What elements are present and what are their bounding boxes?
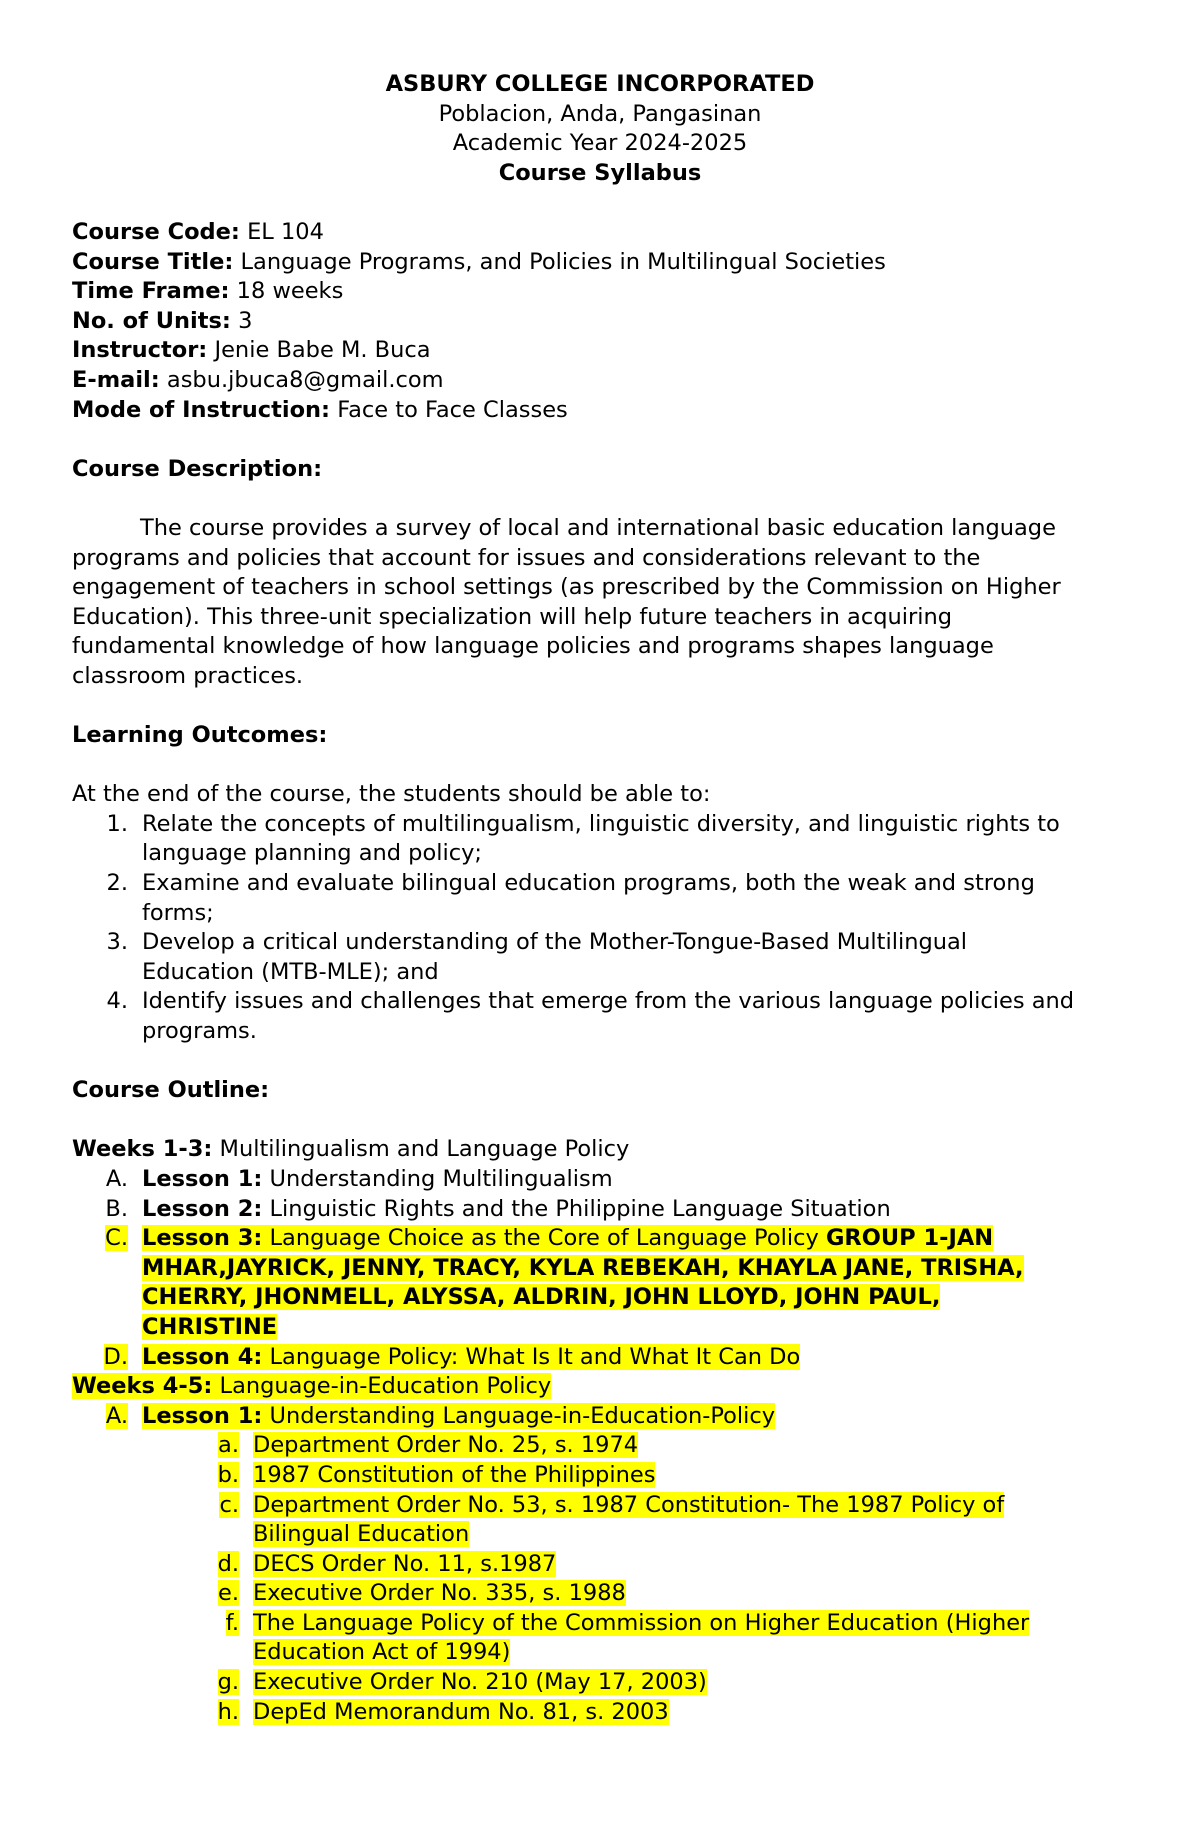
description-heading: Course Description: — [72, 455, 323, 482]
description-line: classroom practices. — [72, 662, 304, 689]
description-line: engagement of teachers in school settings (as prescribed by the Commission on Higher — [72, 574, 1061, 601]
outcome-item: 4. Identify issues and challenges that emerge from the various language policies and programs. — [106, 988, 1075, 1044]
info-mode: Mode of Instruction: Face to Face Classes — [72, 396, 568, 423]
course-info — [72, 218, 1128, 425]
info-units: No. of Units: 3 — [72, 307, 253, 334]
policy-item: g. Executive Order No. 210 (May 17, 2003) — [217, 1669, 707, 1696]
week-1-3-heading: Weeks 1-3: Multilingualism and Language Policy — [72, 1136, 630, 1163]
policy-item: d. DECS Order No. 11, s.1987 — [217, 1550, 557, 1577]
description-line: programs and policies that account for issues and considerations relevant to the — [72, 544, 981, 571]
info-instructor: Instructor: Jenie Babe M. Buca — [72, 337, 431, 364]
outline-heading: Course Outline: — [72, 1077, 270, 1104]
academic-year: Academic Year 2024-2025 — [452, 130, 748, 157]
document-title: Course Syllabus — [498, 159, 702, 186]
outcome-item: 3. Develop a critical understanding of the Mother-Tongue-Based Multilingual Education (MTB-MLE); and — [106, 929, 968, 985]
policy-item: b. 1987 Constitution of the Philippines — [217, 1461, 656, 1488]
outcome-item: 1. Relate the concepts of multilingualism, linguistic diversity, and linguistic rights to language planning and policy; — [106, 810, 1060, 867]
policy-item: h. DepEd Memorandum No. 81, s. 2003 — [217, 1698, 669, 1725]
group-assignment: GROUP 1-JAN — [825, 1225, 994, 1252]
info-email: E-mail: asbu.jbuca8@gmail.com — [72, 366, 444, 393]
institution-name: ASBURY COLLEGE INCORPORATED — [385, 71, 815, 97]
outcomes-heading: Learning Outcomes: — [72, 722, 328, 749]
policy-item: a. Department Order No. 25, s. 1974 — [218, 1432, 639, 1459]
description-body — [72, 514, 1128, 692]
info-time-frame: Time Frame: 18 weeks — [72, 278, 344, 305]
description-line: Education). This three-unit specialization will help future teachers in acquiring — [72, 603, 953, 630]
lesson-item: B. Lesson 2: Linguistic Rights and the Philippine Language Situation — [105, 1195, 891, 1222]
policy-item: c. Department Order No. 53, s. 1987 Constitution- The 1987 Policy of Bilingual Education — [219, 1491, 1005, 1548]
policy-item: f. The Language Policy of the Commission on Higher Education (Higher Education Act of 1994) — [225, 1609, 1030, 1666]
lesson-item-highlighted: D. Lesson 4: Language Policy: What Is It and What It Can Do — [103, 1343, 801, 1370]
group-members: CHRISTINE — [142, 1313, 278, 1340]
policy-sublist — [72, 1431, 1128, 1727]
group-members: MHAR,JAYRICK, JENNY, TRACY, KYLA REBEKAH, KHAYLA JANE, TRISHA, — [142, 1254, 1024, 1281]
info-course-title: Course Title: Language Programs, and Policies in Multilingual Societies — [72, 248, 886, 275]
description-line: fundamental knowledge of how language policies and programs shapes language — [72, 633, 994, 660]
lesson-item-highlighted: A. Lesson 1: Understanding Language-in-Education-Policy — [105, 1402, 776, 1429]
institution-address: Poblacion, Anda, Pangasinan — [438, 100, 762, 127]
group-members: CHERRY, JHONMELL, ALYSSA, ALDRIN, JOHN LLOYD, JOHN PAUL, — [142, 1284, 941, 1311]
policy-item: e. Executive Order No. 335, s. 1988 — [218, 1580, 626, 1607]
outcomes-intro: At the end of the course, the students should be able to: — [72, 781, 711, 808]
info-course-code: Course Code: EL 104 — [72, 218, 324, 245]
description-line: The course provides a survey of local and international basic education language — [140, 514, 1056, 541]
lesson-item-highlighted: C. Lesson 3: Language Choice as the Core of Language Policy GROUP 1-JAN MHAR,JAYRICK, JENNY, TRACY, KYLA REBEKAH, KHAYLA JANE, TRISHA, CHERRY, JHONMELL, ALYSSA, ALDRIN, JOHN LLOYD, JOHN PAUL, CHRISTINE — [105, 1225, 1024, 1340]
week-4-5-heading: Weeks 4-5: Language-in-Education Policy — [72, 1373, 552, 1400]
outcome-item: 2. Examine and evaluate bilingual education programs, both the weak and strong forms; — [106, 870, 1035, 926]
outcomes-list — [72, 810, 1128, 1047]
lesson-item: A. Lesson 1: Understanding Multilingualism — [105, 1165, 613, 1192]
